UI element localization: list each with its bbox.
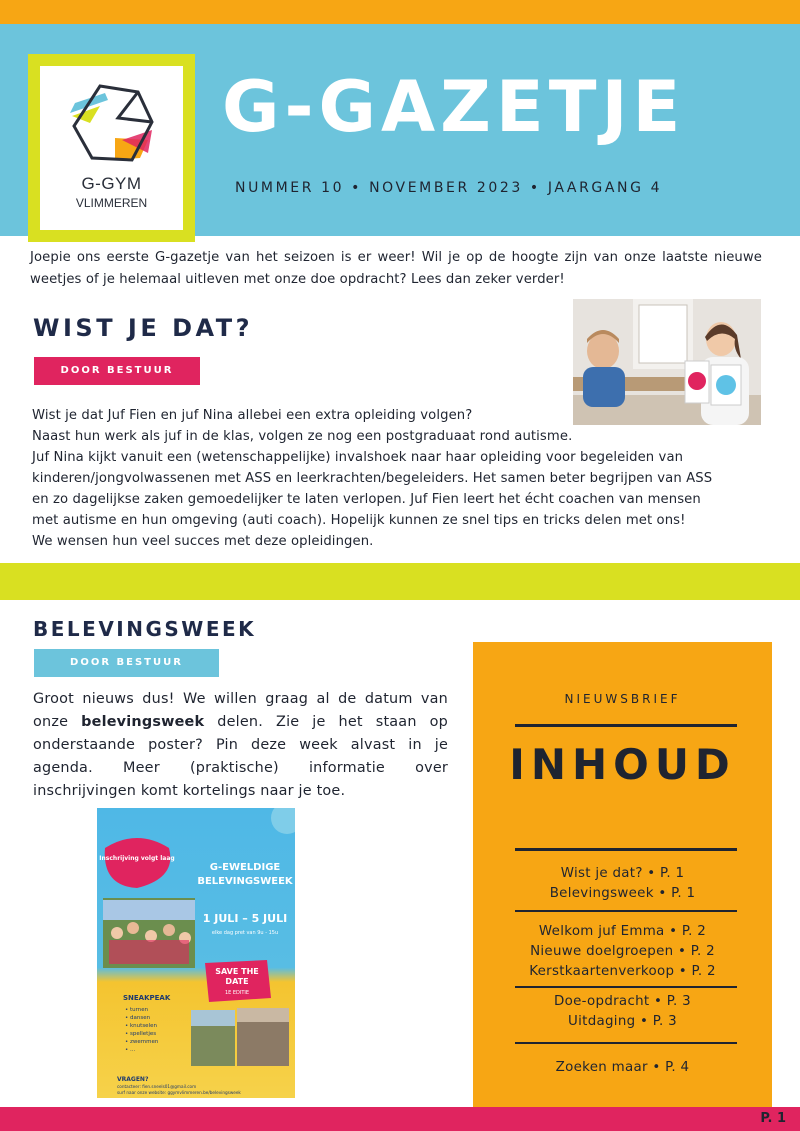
logo-inner <box>40 66 183 230</box>
poster-title-2: BELEVINGSWEEK <box>197 876 293 887</box>
author-tag: DOOR BESTUUR <box>34 649 219 677</box>
section-heading-belevingsweek: BELEVINGSWEEK <box>33 617 257 641</box>
toc-item[interactable]: Uitdaging • P. 3 <box>568 1014 677 1029</box>
poster-contact-2: surf naar onze website: ggymvlimmeren.be/belevingsweek <box>117 1090 241 1095</box>
poster-save-1: SAVE THE <box>215 967 259 976</box>
toc-item[interactable]: Nieuwe doelgroepen • P. 2 <box>530 944 715 959</box>
logo-name: G-GYM <box>81 174 142 193</box>
logo-place: VLIMMEREN <box>75 196 148 210</box>
poster-item: • ... <box>125 1047 136 1053</box>
body-line: Naast hun werk als juf in de klas, volgen ze nog een postgraduaat rond autisme. <box>32 429 573 444</box>
header-banner <box>0 24 800 236</box>
issue-subtitle: NUMMER 10 • NOVEMBER 2023 • JAARGANG 4 <box>235 180 663 196</box>
toc-separator <box>515 1042 737 1044</box>
toc-item[interactable]: Kerstkaartenverkoop • P. 2 <box>529 964 716 979</box>
body-line: en zo dagelijkse zaken gemoedelijker te laten verlopen. Juf Fien leert het écht coachen van mensen <box>32 492 701 507</box>
logo-hexagon-icon <box>60 78 163 174</box>
text-part: Groot nieuws dus! We willen graag al de datum van onze <box>33 691 448 730</box>
toc-rule <box>515 848 737 851</box>
section-heading-wist-je-dat: WIST JE DAT? <box>33 314 254 342</box>
toc-separator <box>515 910 737 912</box>
toc-item[interactable]: Doe-opdracht • P. 3 <box>554 994 691 1009</box>
body-line: met autisme en hun omgeving (auti coach). Hopelijk kunnen ze snel tips en tricks delen met ons! <box>32 513 686 528</box>
poster-item: • knutselen <box>125 1023 157 1029</box>
belevingsweek-poster <box>97 808 295 1098</box>
toc-item[interactable]: Wist je dat? • P. 1 <box>560 866 685 881</box>
poster-dates: 1 JULI – 5 JULI <box>202 912 288 925</box>
toc-title: INHOUD <box>509 740 736 789</box>
section-divider <box>0 563 800 600</box>
toc-label: NIEUWSBRIEF <box>564 692 681 706</box>
poster-save-3: 1E EDITIE <box>224 990 250 996</box>
toc-item[interactable]: Belevingsweek • P. 1 <box>549 886 696 901</box>
bold-word: belevingsweek <box>81 714 205 730</box>
page-title: G-GAZETJE <box>222 66 686 148</box>
poster-bubble: Inschrijving volgt laag <box>99 855 175 862</box>
top-orange-bar <box>0 0 800 24</box>
footer-bar <box>0 1107 800 1131</box>
page-number: P. 1 <box>760 1111 786 1126</box>
author-tag: DOOR BESTUUR <box>34 357 200 385</box>
poster-vragen: VRAGEN? <box>117 1076 149 1083</box>
body-line: Juf Nina kijkt vanuit een (wetenschappelijke) invalshoek naar haar opleiding voor begeleiden van <box>32 450 684 465</box>
table-of-contents <box>473 642 772 1112</box>
text-part: delen. Zie je het staan op onderstaande poster? Pin deze week alvast in je agenda. Meer (praktische) informatie over inschrijvingen komt kortelings naar je toe. <box>33 714 448 799</box>
poster-item: • zwemmen <box>125 1039 159 1045</box>
logo <box>28 54 195 242</box>
poster-save-2: DATE <box>225 977 249 986</box>
poster-item: • spelletjes <box>125 1031 157 1037</box>
wist-je-dat-body <box>32 405 762 552</box>
toc-item[interactable]: Welkom juf Emma • P. 2 <box>538 924 707 939</box>
poster-item: • dansen <box>125 1015 151 1021</box>
body-line: Wist je dat Juf Fien en juf Nina allebei een extra opleiding volgen? <box>32 408 473 423</box>
poster-title-1: G-EWELDIGE <box>209 862 281 873</box>
body-line: We wensen hun veel succes met deze opleidingen. <box>32 534 374 549</box>
belevingsweek-text <box>33 688 448 803</box>
toc-rule <box>515 724 737 727</box>
poster-sneakpeak: SNEAKPEAK <box>123 994 171 1002</box>
poster-dates-sub: elke dag pret van 9u - 15u <box>211 930 279 936</box>
poster-item: • turnen <box>125 1007 149 1013</box>
toc-separator <box>515 986 737 988</box>
toc-item[interactable]: Zoeken maar • P. 4 <box>555 1060 690 1075</box>
intro-text: Joepie ons eerste G-gazetje van het seizoen is er weer! Wil je op de hoogte zijn van onze laatste nieuwe weetjes of je helemaal uitleven met onze doe opdracht? Lees dan zeker verder! <box>30 250 762 287</box>
poster-contact-1: contacteer: fien.sneels01@gmail.com <box>117 1084 197 1089</box>
body-line: kinderen/jongvolwassenen met ASS en leerkrachten/begeleiders. Het samen beter begrijpen van ASS <box>32 471 713 486</box>
